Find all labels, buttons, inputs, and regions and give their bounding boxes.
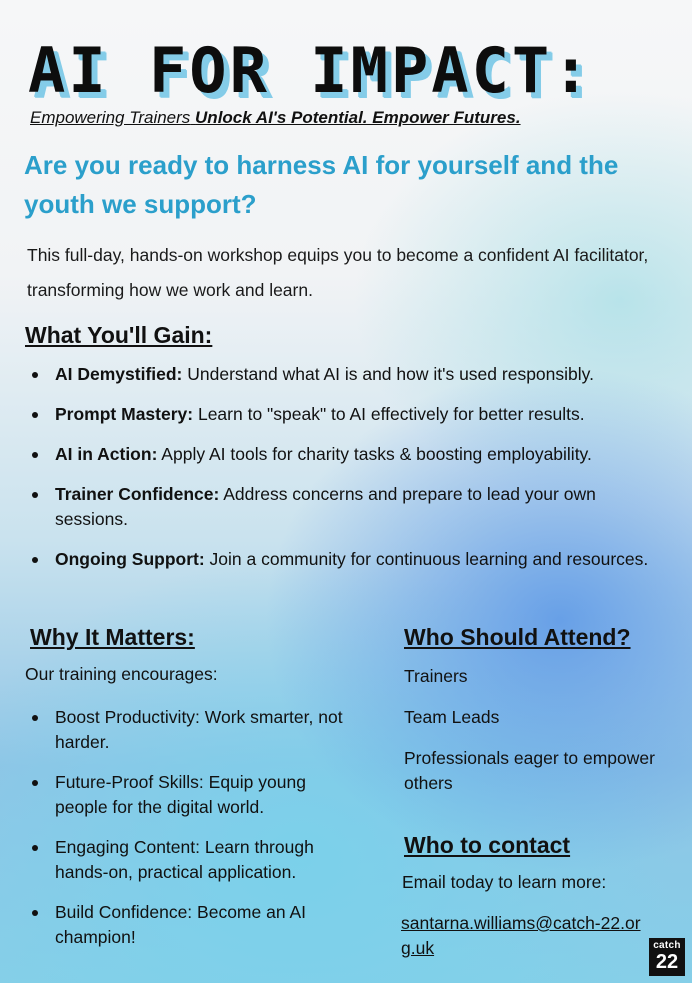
gain-item-text: Understand what AI is and how it's used responsibly. bbox=[182, 364, 594, 384]
logo-line1: catch bbox=[653, 940, 681, 951]
gain-item bbox=[30, 362, 670, 387]
gain-item bbox=[30, 402, 670, 427]
who-item: Trainers bbox=[404, 666, 468, 686]
who-item: Professionals eager to empower others bbox=[404, 748, 655, 793]
gain-item-text: Address concerns and prepare to lead your own sessions. bbox=[55, 484, 596, 529]
intro-paragraph: This full-day, hands-on workshop equips you to become a confident AI facilitator, transforming how we work and learn. bbox=[27, 245, 649, 300]
why-item: Build Confidence: Become an AI champion! bbox=[30, 900, 350, 950]
contact-text: Email today to learn more: bbox=[402, 872, 607, 892]
why-list bbox=[30, 705, 350, 965]
headline-question: Are you ready to harness AI for yourself and the youth we support? bbox=[24, 150, 619, 219]
why-lead: Our training encourages: bbox=[25, 664, 218, 684]
gain-list bbox=[30, 362, 670, 587]
who-item: Team Leads bbox=[404, 707, 500, 727]
tagline-subtitle: Empowering Trainers bbox=[30, 108, 191, 127]
gain-item bbox=[30, 547, 670, 572]
why-heading: Why It Matters: bbox=[30, 624, 195, 650]
why-item: Future-Proof Skills: Equip young people for the digital world. bbox=[30, 770, 350, 820]
contact-heading: Who to contact bbox=[404, 832, 571, 858]
contact-email-link[interactable]: santarna.williams@catch-22.org.uk bbox=[401, 913, 641, 958]
gain-item bbox=[30, 482, 670, 532]
gain-item-text: Learn to "speak" to AI effectively for better results. bbox=[193, 404, 585, 424]
catch22-logo bbox=[649, 938, 685, 976]
gain-item-title: AI Demystified: bbox=[55, 364, 183, 384]
why-item: Engaging Content: Learn through hands-on, practical application. bbox=[30, 835, 350, 885]
why-item: Boost Productivity: Work smarter, not harder. bbox=[30, 705, 350, 755]
page-title: AI FOR IMPACT: bbox=[28, 34, 593, 107]
gain-heading: What You'll Gain: bbox=[25, 322, 213, 348]
gain-item-title: Trainer Confidence: bbox=[55, 484, 220, 504]
tagline bbox=[30, 108, 521, 128]
gain-item-text: Apply AI tools for charity tasks & boosting employability. bbox=[157, 444, 592, 464]
tagline-slogan: Unlock AI's Potential. Empower Futures. bbox=[195, 108, 521, 127]
gain-item-title: Prompt Mastery: bbox=[55, 404, 194, 424]
gain-item-title: Ongoing Support: bbox=[55, 549, 205, 569]
who-heading: Who Should Attend? bbox=[404, 624, 631, 650]
logo-line2: 22 bbox=[655, 951, 679, 973]
gain-item-text: Join a community for continuous learning and resources. bbox=[204, 549, 649, 569]
who-list bbox=[404, 664, 664, 812]
gain-item bbox=[30, 442, 670, 467]
gain-item-title: AI in Action: bbox=[55, 444, 158, 464]
